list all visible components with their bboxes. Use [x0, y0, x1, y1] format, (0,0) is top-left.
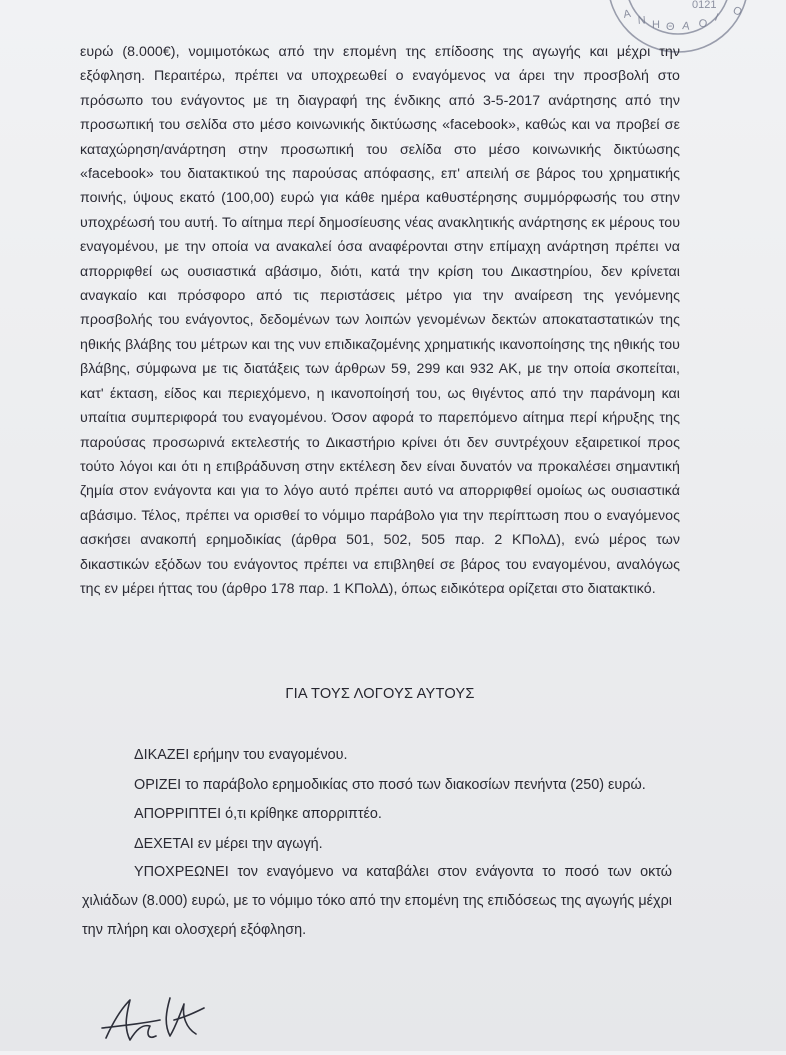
section-heading: ΓΙΑ ΤΟΥΣ ΛΟΓΟΥΣ ΑΥΤΟΥΣ [285, 686, 475, 702]
ruling-dismisses: ΑΠΟΡΡΙΠΤΕΙ ό,τι κρίθηκε απορριπτέο. [134, 806, 382, 822]
svg-text:Ι: Ι [712, 11, 720, 24]
svg-text:0121: 0121 [692, 0, 717, 11]
svg-text:Θ: Θ [666, 21, 675, 33]
handwritten-signature [100, 990, 230, 1050]
svg-text:Α: Α [622, 7, 632, 21]
svg-text:Ν: Ν [637, 14, 647, 27]
ruling-orders-payment: ΥΠΟΧΡΕΩΝΕΙ τον εναγόμενο να καταβάλει στον ενάγοντα το ποσό των οκτώ χιλιάδων (8.000) ευρώ, με το νόμιμο τόκο από την επομένη της επιδόσεως της αγωγής μέχρι την πλήρη και ολοσχερή εξόφληση. [82, 864, 672, 938]
svg-text:Η: Η [652, 19, 660, 31]
svg-text:Α: Α [681, 20, 691, 33]
ruling-sets-fee: ΟΡΙΖΕΙ το παράβολο ερημοδικίας στο ποσό των διακοσίων πενήντα (250) ευρώ. [134, 777, 646, 793]
judgment-reasoning-text: ευρώ (8.000€), νομιμοτόκως από την επομένη της επίδοσης της αγωγής και μέχρι την εξόφληση. Περαιτέρω, πρέπει να υποχρεωθεί ο εναγόμενος να άρει την προσβολή στο πρόσωπο του ενάγοντος με τη διαγραφή της ένδικης από 3-5-2017 ανάρτησης από την προσωπική του σελίδα στο μέσο κοινωνικής δικτύωσης «facebook», καθώς και να προβεί σε καταχώρηση/ανάρτηση στην προσωπική του σελίδα στο μέσο κοινωνικής δικτύωσης «facebook» του διατακτικού της παρούσας απόφασης, επ' απειλή σε βάρος του χρηματικής ποινής, ύψους εκατό (100,00) ευρώ για κάθε ημέρα καθυστέρησης συμμόρφωσής του στην υποχρέωσή του αυτή. Το αίτημα περί δημοσίευσης νέας ανακλητικής ανάρτησης εκ μέρους του εναγομένου, με την οποία να ανακαλεί όσα αναφέρονται στην επίμαχη ανάρτηση πρέπει να απορριφθεί ως ουσιαστικά αβάσιμο, διότι, κατά την κρίση του Δικαστηρίου, δεν κρίνεται αναγκαίο και πρόσφορο από τις περιστάσεις μέτρο για την αναίρεση της γενόμενης προσβολής του ενάγοντος, δεδομένων των λοιπών γενομένων δεκτών αποκαταστατικών της ηθικής βλάβης του μέτρων και της νυν επιδικαζομένης χρηματικής ικανοποίησης της ηθικής του βλάβης, σύμφωνα με τις διατάξεις των άρθρων 59, 299 και 932 ΑΚ, με την οποία σκοπείται, κατ' έκταση, είδος και περιεχόμενο, η ικανοποίησή του, ως θιγέντος από την παράνομη και υπαίτια συμπεριφορά του εναγομένου. Όσον αφορά το παρεπόμενο αίτημα περί κήρυξης της παρούσας προσωρινά εκτελεστής το Δικαστήριο κρίνει ότι δεν συντρέχουν εξαιρετικοί προς τούτο λόγοι και ότι η επιβράδυνση στην εκτέλεση δεν είναι δυνατόν να προκαλέσει σημαντική ζημία στον ενάγοντα και για το λόγο αυτό πρέπει αυτό να απορριφθεί ομοίως ως ουσιαστικά αβάσιμο. Τέλος, πρέπει να ορισθεί το νόμιμο παράβολο για την περίπτωση που ο εναγόμενος ασκήσει ανακοπή ερημοδικίας (άρθρα 501, 502, 505 παρ. 2 ΚΠολΔ), ενώ μέρος των δικαστικών εξόδων του ενάγοντος πρέπει να επιβληθεί σε βάρος του εναγομένου, αναλόγως της εν μέρει ήττας του (άρθρο 178 παρ. 1 ΚΠολΔ), όπως ειδικότερα ορίζεται στο διατακτικό. [80, 44, 680, 597]
svg-text:Ο: Ο [730, 4, 744, 19]
ruling-tries-in-absence: ΔΙΚΑΖΕΙ ερήμην του εναγομένου. [134, 747, 348, 763]
svg-text:Ο: Ο [697, 17, 709, 31]
signature-icon [100, 990, 230, 1050]
ruling-accepts-partially: ΔΕΧΕΤΑΙ εν μέρει την αγωγή. [134, 836, 323, 852]
